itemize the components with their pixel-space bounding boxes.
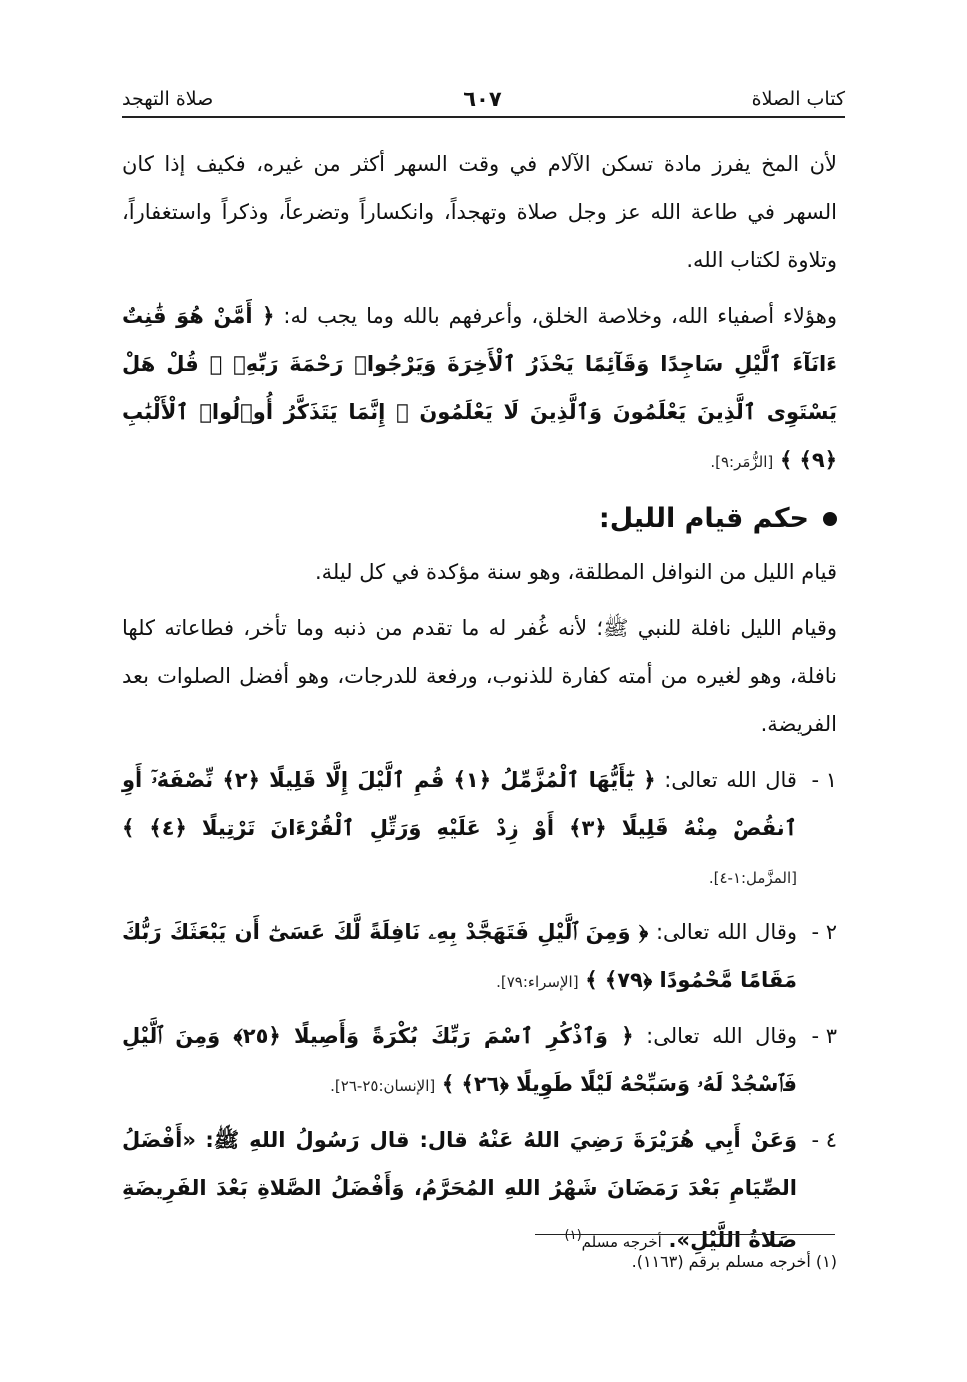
- item-text: [122, 1012, 797, 1110]
- footnote-marker[interactable]: (١): [564, 1228, 582, 1243]
- hadith-intro: وَعَنْ أَبِي هُرَيْرَةَ رَضِيَ اللهُ عَنْهُ قال: قال رَسُولُ اللهِ ﷺ:: [205, 1128, 797, 1152]
- paragraph: [122, 292, 837, 486]
- verse-reference: [الإنسان:٢٥-٢٦].: [330, 1077, 436, 1095]
- item-intro: قال الله تعالى:: [664, 768, 797, 792]
- item-intro: وقال الله تعالى:: [655, 920, 798, 944]
- quran-verse: ﴿ وَمِنَ ٱلَّيْلِ فَتَهَجَّدْ بِهِۦ نَافِلَةً لَّكَ عَسَىٰٓ أَن يَبْعَثَكَ رَبُّكَ مَقَامًا مَّحْمُودًا ﴿٧٩﴾ ﴾: [122, 920, 797, 992]
- item-text: [122, 908, 797, 1006]
- item-number: ٤ -: [811, 1128, 837, 1152]
- quran-verse: ﴿ أَمَّنْ هُوَ قَٰنِتٌ ءَانَآءَ ٱلَّيْلِ سَاجِدًا وَقَآئِمًا يَحْذَرُ ٱلْأَخِرَةَ وَيَرْجُوا۟ رَحْمَةَ رَبِّهِۦ ۗ قُلْ هَلْ يَسْتَوِى ٱلَّذِينَ يَعْلَمُونَ وَٱلَّذِينَ لَا يَعْلَمُونَ ۗ إِنَّمَا يَتَذَكَّرُ أُو۟لُوا۟ ٱلْأَلْبَٰبِ ﴿٩﴾ ﴾: [122, 304, 837, 472]
- quran-verse: ﴿ يَٰٓأَيُّهَا ٱلْمُزَّمِّلُ ﴿١﴾ قُمِ ٱلَّيْلَ إِلَّا قَلِيلًا ﴿٢﴾ نِّصْفَهُۥٓ أَوِ ٱنقُصْ مِنْهُ قَلِيلًا ﴿٣﴾ أَوْ زِدْ عَلَيْهِ وَرَتِّلِ ٱلْقُرْءَانَ تَرْتِيلًا ﴿٤﴾ ﴾: [122, 768, 797, 840]
- footnote: (١) أخرجه مسلم برقم (١١٦٣).: [631, 1252, 837, 1271]
- item-number: ١ -: [811, 768, 837, 792]
- page-number: ٦٠٧: [463, 87, 502, 111]
- numbered-item: [122, 1012, 837, 1110]
- verse-reference: [الزُّمَر:٩].: [710, 453, 774, 471]
- paragraph: قيام الليل من النوافل المطلقة، وهو سنة مؤكدة في كل ليلة.: [314, 560, 837, 584]
- paragraph-intro: وهؤلاء أصفياء الله، وخلاصة الخلق، وأعرفهم بالله وما يجب له:: [283, 304, 837, 328]
- verse-reference: [المزَّمل:١-٤].: [708, 869, 797, 887]
- item-text: [122, 756, 797, 902]
- section-heading: [122, 494, 837, 544]
- numbered-item: [122, 756, 837, 902]
- chapter-title: صلاة التهجد: [122, 88, 214, 110]
- paragraph: لأن المخ يفرز مادة تسكن الآلام في وقت السهر أكثر من غيره، فكيف إذا كان السهر في طاعة الله عز وجل صلاة وتهجداً، وانكساراً وتضرعاً، وذكراً واستغفاراً، وتلاوة لكتاب الله.: [122, 152, 837, 272]
- item-number: ٢ -: [811, 920, 837, 944]
- item-number: ٣ -: [811, 1024, 837, 1048]
- main-text: [122, 140, 837, 1272]
- paragraph: وقيام الليل نافلة للنبي ﷺ؛ لأنه غُفر له ما تقدم من ذنبه وما تأخر، فطاعاته كلها نافلة، وهو لغيره من أمته كفارة للذنوب، ورفعة للدرجات، وهو أفضل الصلوات بعد الفريضة.: [122, 616, 837, 736]
- hadith-text: «أَفْضَلُ الصِّيَامِ بَعْدَ رَمَضَانَ شَهْرُ اللهِ المُحَرَّمُ، وَأَفْضَلُ الصَّلاةِ بَعْدَ الفَرِيضَةِ صَلاةُ اللَّيْلِ».: [122, 1128, 797, 1252]
- bullet-icon: [823, 512, 837, 526]
- hadith-source: أخرجه مسلم: [581, 1233, 662, 1251]
- numbered-item: [122, 908, 837, 1006]
- numbered-item: [122, 1116, 837, 1266]
- item-text: [122, 1116, 797, 1266]
- item-intro: وقال الله تعالى:: [646, 1024, 797, 1048]
- section-heading-text: حكم قيام الليل:: [598, 503, 809, 534]
- verse-reference: [الإسراء:٧٩].: [496, 973, 579, 991]
- running-header: [122, 82, 845, 116]
- footnote-rule: [535, 1234, 835, 1235]
- quran-verse: ﴿ وَٱذْكُرِ ٱسْمَ رَبِّكَ بُكْرَةً وَأَصِيلًا ﴿٢٥﴾ وَمِنَ ٱلَّيْلِ فَٱسْجُدْ لَهُۥ وَسَبِّحْهُ لَيْلًا طَوِيلًا ﴿٢٦﴾ ﴾: [122, 1024, 797, 1096]
- book-title: كتاب الصلاة: [751, 88, 845, 110]
- header-rule: [122, 116, 845, 118]
